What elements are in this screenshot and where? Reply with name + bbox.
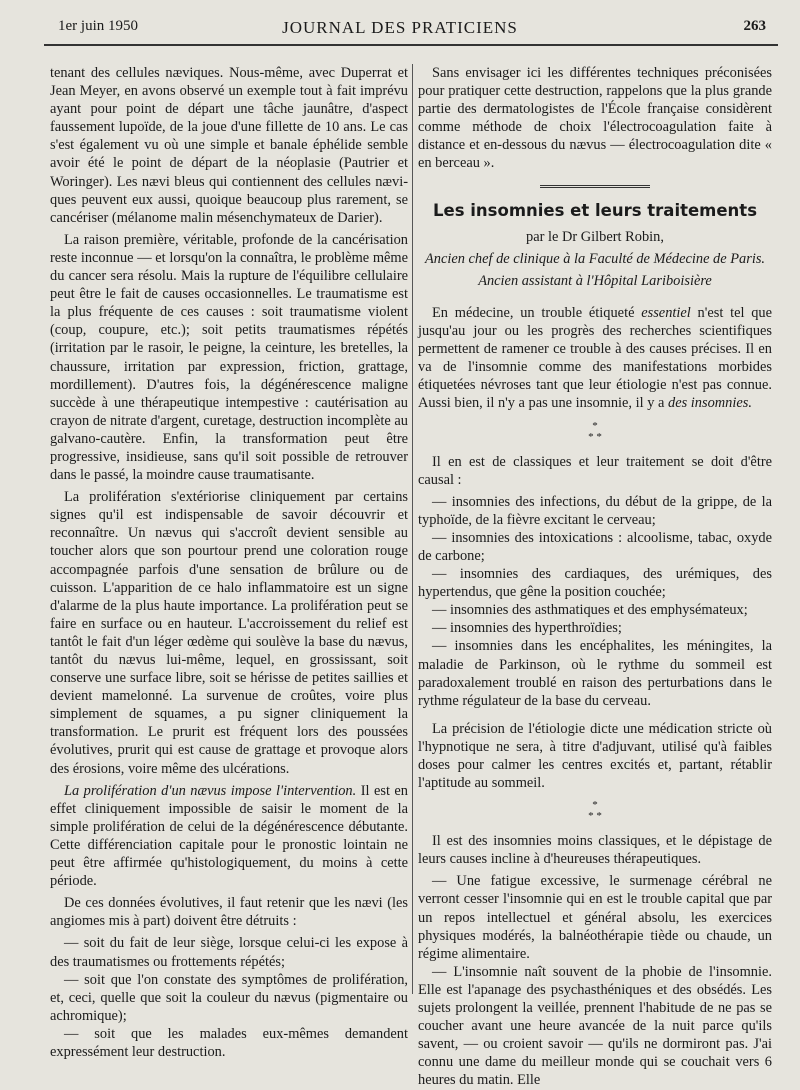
paragraph: Il est des insomnies moins classiques, et le dépistage de leurs causes incline à d'heureuses thérapeutiques. (418, 833, 772, 868)
list-item: — insomnies des asthmatiques et des emphysémateux; (432, 602, 748, 619)
page-number: 263 (743, 18, 766, 34)
list-item: — L'insomnie naît souvent de la phobie de l'insomnie. Elle est l'apanage des psychasthéniques et des obsédés. Les sujets prolongent la veillée, prennent l'habitude de ne pas se coucher avant une heure avancée de la nuit parce qu'ils savent, — ou croient savoir — qu'ils ne dormiront pas. J'ai connu une dame du meilleur monde qui se couchait vers 6 heures du matin. Elle (418, 963, 772, 1089)
list-item: — insomnies des intoxications : alcoolisme, tabac, oxyde de carbone; (418, 529, 772, 564)
list-item: — insomnies des cardiaques, des urémiques, des hypertendus, que gêne la position couchée; (418, 566, 772, 601)
list-item: — soit que l'on constate des symptômes de prolifération, et, ceci, quelle que soit la couleur du nævus (pigmentaire ou achromique); (50, 971, 408, 1024)
spacer (418, 294, 772, 304)
right-column (418, 64, 772, 1090)
paragraph: Sans envisager ici les différentes techniques préconisées pour pratiquer cette destruction, rappelons que la plus grande partie des dermatologistes de l'École française considèrent comme méthode de choix l'électrocoagulation faite à distance et en-dessous du nævus — électrocoagulation dite « en berceau ». (418, 65, 772, 172)
list-item: — insomnies des infections, du début de la grippe, de la typhoïde, de la fièvre excitant le cerveau; (418, 493, 772, 528)
list-item: — insomnies des hyperthroïdies; (432, 620, 622, 637)
author-byline: par le Dr Gilbert Robin, (526, 228, 664, 245)
emphasis: essentiel (641, 304, 691, 321)
section-separator (540, 185, 650, 188)
list-item: — insomnies dans les encéphalites, les méningites, la maladie de Parkinson, où le rythme du sommeil est paradoxalement troublé en raison des perturbations dans le rythme régulateur de la base du cerveau. (418, 638, 772, 709)
asterism: * * * (588, 419, 602, 443)
asterism: * * * (588, 799, 602, 823)
paragraph: De ces données évolutives, il faut retenir que les nævi (les angiomes mis à part) doivent être détruits : (50, 895, 408, 930)
author-affiliation: Ancien chef de clinique à la Faculté de Médecine de Paris. (424, 250, 766, 267)
paragraph: La prolifération s'extériorise cliniquement par certains signes qu'il est indispensable de savoir découvrir et reconnaître. Un nævus qui s'accroît devient sensible au toucher alors que son pourtour prend une coloration rouge accompagnée parfois d'une sensation de brûlure ou de cuisson. L'apparition de ce halo inflammatoire est un signe d'alarme de la plus haute importance. La prolifération peut se faire en surface ou en hauteur. L'accroissement du relief est tantôt le fait d'un léger œdème qui soulève la base du nævus, tantôt du nævus lui-même, lequel, en grossissant, soit conserve une surface libre, soit se hérisse de petites saillies et devient mamelonné. La survenue de croûtes, voire plus simplement de squames, a pu signer cliniquement la transformation. Le prurit est fréquent lors des poussées évolutives, prurit qui est cause de grattage et provoque alors des érosions, voire même des ulcérations. (50, 489, 408, 777)
paragraph: Il en est de classiques et leur traitement se doit d'être causal : (418, 453, 772, 488)
paragraph: tenant des cellules næviques. Nous-même, avec Duperrat et Jean Meyer, en avons observé un exemple tout à fait imprévu ayant pour point de départ une tâche jaunâtre, d'aspect faussement lupoïde, de la joue d'une fillette de 10 ans. Le cas s'est également vu où une simple et banale éphélide semble avoir été le point de départ de la néoplasie (Pautrier et Woringer). Les nævi bleus qui contiennent des cellules næviques peuvent eux aussi, quoique beaucoup plus rarement, se cancériser (mélanome malin mésenchymateux de Darier). (50, 65, 408, 226)
left-column (50, 64, 408, 1061)
author-affiliation: Ancien assistant à l'Hôpital Lariboisière (478, 272, 712, 289)
spacer (418, 710, 772, 720)
paragraph-text: En médecine, un trouble étiqueté (432, 304, 642, 321)
issue-date: 1er juin 1950 (58, 18, 138, 34)
emphasis: des insomnies. (668, 395, 752, 412)
column-divider (412, 64, 413, 994)
paragraph (418, 304, 772, 413)
paragraph: La raison première, véritable, profonde de la cancérisation reste inconnue — et lorsqu'on la connaîtra, le problème même du cancer sera résolu. Mais la rupture de l'équilibre cellulaire peut être le fait de causes occasionnelles. Le traumatisme est la plus fréquente de ces causes : soit traumatisme violent (coup, coupure, etc.); soit petits traumatismes répétés (irritation par le rasoir, le peigne, la ceinture, les bretelles, la chaussure, irritation par expression, friction, grattage, mordillement). D'autres fois, la dégénérescence maligne succède à une thérapeutique intempestive : cautérisation au crayon de nitrate d'argent, curetage, destruction incomplète au galvano-cautère. Enfin, la transformation peut être progressive, insidieuse, sans qu'il soit possible de retrouver dans le passé, la moindre cause traumatisante. (50, 231, 408, 484)
paragraph (50, 782, 408, 891)
list-item: — Une fatigue excessive, le surmenage cérébral ne verront cesser l'insomnie qui en est le trouble capital que par un repos intellectuel et général absolu, les exercices physiques modérés, la balnéothérapie tiède ou chaude, un régime alimentaire. (418, 873, 772, 962)
list-item: — soit du fait de leur siège, lorsque celui-ci les expose à des traumatismes ou frottements répétés; (50, 935, 408, 970)
emphasis: La prolifération d'un nævus impose l'intervention. (64, 782, 357, 799)
running-header (0, 18, 800, 42)
article-title: Les insomnies et leurs traitements (432, 200, 758, 220)
list-item: — soit que les malades eux-mêmes demandent expressément leur destruction. (50, 1025, 408, 1060)
paragraph-text: n'est tel que jusqu'au jour ou les progrès des recherches scientifiques permettent de ramener ce trouble à des causes précises. Il en va de l'insomnie comme des manifestations morbides étiquetées névroses tant que leur étiologie n'est pas connue. Aussi bien, il n'y a pas une insomnie, il y a (418, 304, 772, 412)
header-rule (44, 44, 778, 46)
paragraph-text: Il est en effet cliniquement impossible de saisir le moment de la simple prolifération de celui de la dégénérescence débutante. Cette différenciation capitale pour le pronostic lointain ne peut être affirmée qu'histologiquement, du moins à cette période. (50, 782, 409, 890)
journal-title: JOURNAL DES PRATICIENS (282, 18, 518, 37)
paragraph: La précision de l'étiologie dicte une médication stricte où l'hypnotique ne sera, à titre d'adjuvant, utilisé qu'à faibles doses pour calmer les centres excités et, partant, rétablir l'aptitude au sommeil. (418, 720, 772, 792)
